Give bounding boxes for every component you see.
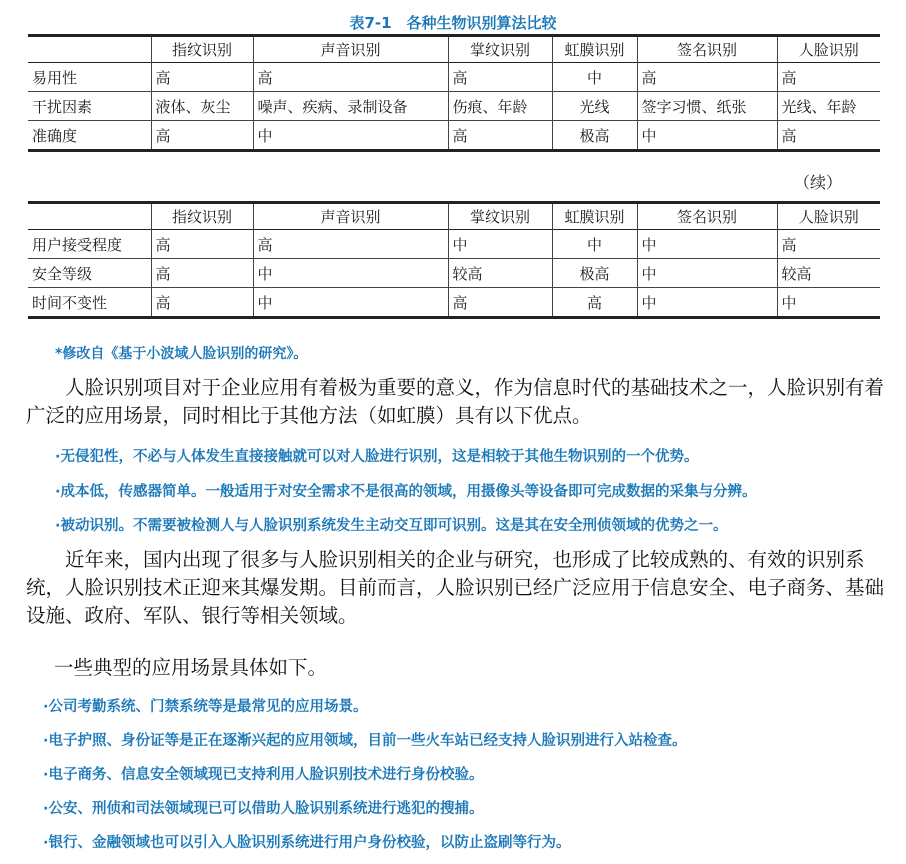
column-header: 签名识别 [637,36,777,63]
table-header-row [28,203,880,230]
table-cell: 高 [777,121,880,151]
table-row [28,230,880,259]
table-cell: 签字习惯、纸张 [637,92,777,121]
table-cell: 伤痕、年龄 [448,92,552,121]
table-cell: 噪声、疾病、录制设备 [253,92,448,121]
table-row [28,259,880,288]
table-cell: 高 [253,230,448,259]
source-note: *修改自《基于小波域人脸识别的研究》。 [55,346,308,362]
table-cell: 中 [552,230,637,259]
column-header: 人脸识别 [777,203,880,230]
column-header: 声音识别 [253,36,448,63]
table-caption: 表7-1 各种生物识别算法比较 [349,14,557,32]
table-cell: 高 [448,121,552,151]
continued-label: （续） [793,173,842,192]
table-cell: 中 [253,259,448,288]
advantage-item: ·被动识别。不需要被检测人与人脸识别系统发生主动交互即可识别。这是其在安全刑侦领域的优势之一。 [55,518,728,534]
table-cell: 高 [253,63,448,92]
row-label: 干扰因素 [32,97,93,116]
table-cell: 高 [151,259,253,288]
table-cell: 中 [637,121,777,151]
table-cell: 高 [151,121,253,151]
table-cell: 较高 [448,259,552,288]
table-cell: 高 [151,63,253,92]
scenario-item: ·电子护照、身份证等是正在逐渐兴起的应用领域，目前一些火车站已经支持人脸识别进行入站检查。 [43,733,687,749]
column-header: 声音识别 [253,203,448,230]
scenario-item: ·公司考勤系统、门禁系统等是最常见的应用场景。 [43,699,368,715]
table-cell: 光线、年龄 [777,92,880,121]
table-cell: 中 [637,230,777,259]
row-label: 易用性 [32,68,78,87]
advantage-item: ·无侵犯性，不必与人体发生直接接触就可以对人脸进行识别，这是相较于其他生物识别的一个优势。 [55,449,699,465]
table-row [28,92,880,121]
table-cell: 高 [151,230,253,259]
table-cell: 中 [253,288,448,318]
column-header: 指纹识别 [151,203,253,230]
table-cell: 中 [637,259,777,288]
table-cell: 高 [777,63,880,92]
intro-paragraph: 人脸识别项目对于企业应用有着极为重要的意义，作为信息时代的基础技术之一，人脸识别有着广泛的应用场景，同时相比于其他方法（如虹膜）具有以下优点。 [26,376,885,427]
table-cell: 光线 [552,92,637,121]
scenarios-intro: 一些典型的应用场景具体如下。 [54,656,328,679]
row-label: 时间不变性 [32,293,108,312]
table-cell: 高 [151,288,253,318]
column-header: 人脸识别 [777,36,880,63]
table-header-row [28,36,880,63]
table-cell: 高 [637,63,777,92]
row-label: 准确度 [32,126,78,145]
table-cell: 高 [777,230,880,259]
table-cell: 中 [253,121,448,151]
row-label: 安全等级 [32,264,93,283]
table-cell: 较高 [777,259,880,288]
scenario-item: ·银行、金融领域也可以引入人脸识别系统进行用户身份校验，以防止盗刷等行为。 [43,835,571,851]
scenario-item: ·公安、刑侦和司法领域现已可以借助人脸识别系统进行逃犯的搜捕。 [43,801,484,817]
table-cell: 高 [552,288,637,318]
scenario-item: ·电子商务、信息安全领域现已支持利用人脸识别技术进行身份校验。 [43,767,484,783]
development-paragraph: 近年来，国内出现了很多与人脸识别相关的企业与研究，也形成了比较成熟的、有效的识别系统，人脸识别技术正迎来其爆发期。目前而言，人脸识别已经广泛应用于信息安全、电子商务、基础设施、政府、军队、银行等相关领域。 [26,548,885,627]
table-cell: 极高 [552,121,637,151]
table-body [28,63,880,151]
table-row [28,63,880,92]
biometric-comparison-table-continued [28,201,880,319]
table-body [28,230,880,318]
row-label: 用户接受程度 [32,235,123,254]
table-cell: 中 [777,288,880,318]
column-header: 掌纹识别 [448,36,552,63]
table-cell: 极高 [552,259,637,288]
table-cell: 中 [637,288,777,318]
column-header: 指纹识别 [151,36,253,63]
table-row [28,121,880,151]
column-header: 掌纹识别 [448,203,552,230]
table-cell: 液体、灰尘 [151,92,253,121]
table-cell: 中 [448,230,552,259]
column-header: 虹膜识别 [552,36,637,63]
column-header: 签名识别 [637,203,777,230]
column-header: 虹膜识别 [552,203,637,230]
advantage-item: ·成本低，传感器简单。一般适用于对安全需求不是很高的领域，用摄像头等设备即可完成数据的采集与分辨。 [55,484,757,500]
table-cell: 高 [448,63,552,92]
header-corner [28,36,151,63]
table-row [28,288,880,318]
table-cell: 高 [448,288,552,318]
table-cell: 中 [552,63,637,92]
header-corner [28,203,151,230]
biometric-comparison-table [28,34,880,152]
